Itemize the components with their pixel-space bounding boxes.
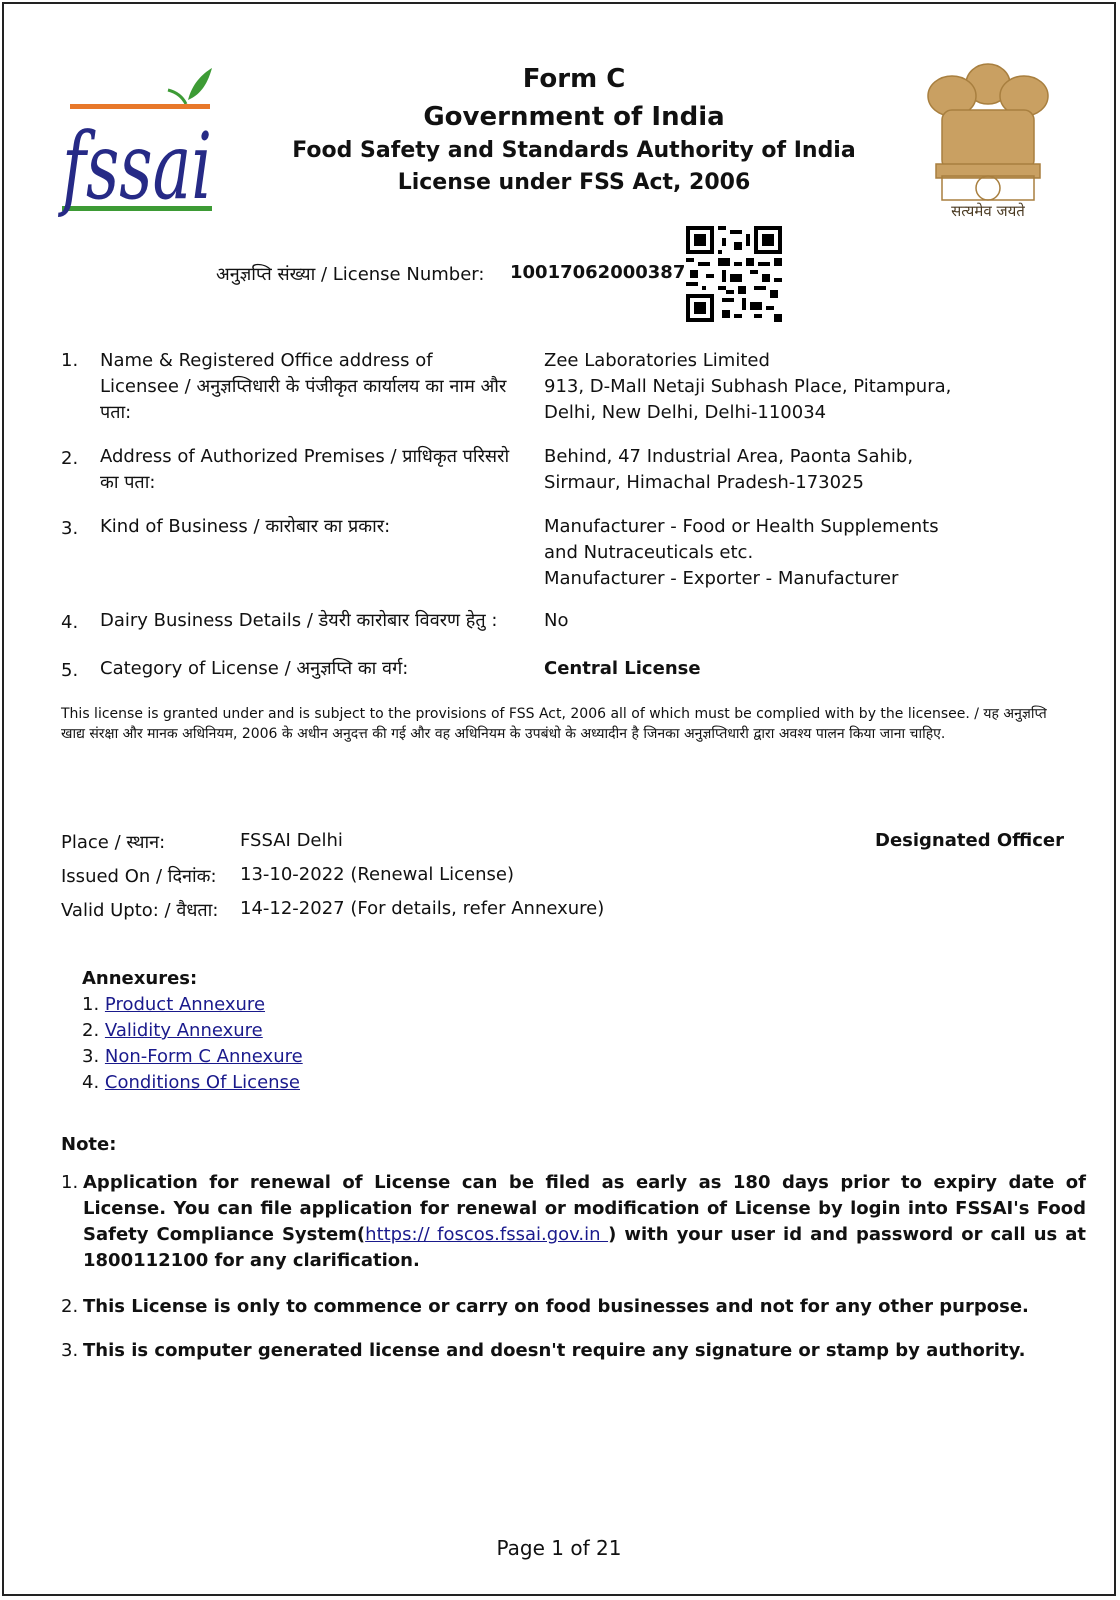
note-number: 3. bbox=[61, 1340, 79, 1361]
note-3-text: This is computer generated license and doesn't require any signature or stamp by authority. bbox=[83, 1340, 1026, 1361]
annexure-item-product bbox=[82, 992, 265, 1018]
license-number: 10017062000387 bbox=[510, 262, 686, 283]
row-2-value bbox=[544, 444, 984, 496]
note-2 bbox=[61, 1294, 1086, 1320]
business-kind-line-1: Manufacturer - Food or Health Supplements bbox=[544, 516, 939, 537]
annexure-item-conditions bbox=[82, 1070, 300, 1096]
row-4-value bbox=[544, 608, 984, 634]
government-title: Government of India bbox=[423, 102, 725, 132]
designated-officer: Designated Officer bbox=[875, 830, 1064, 851]
premises-address-line-1: Behind, 47 Industrial Area, Paonta Sahib, bbox=[544, 446, 914, 467]
business-kind-line-3: Manufacturer - Exporter - Manufacturer bbox=[544, 568, 899, 589]
business-kind-line-2: and Nutraceuticals etc. bbox=[544, 542, 754, 563]
note-2-text: This License is only to commence or carry on food businesses and not for any other purpose. bbox=[83, 1296, 1029, 1317]
product-annexure-link[interactable]: Product Annexure bbox=[104, 994, 266, 1015]
note-1-text-start: Application for renewal of License can be filed as early as 180 days prior to expiry date of License. You can file application for renewal or modification of License by login into FSSAI's Food Safety Compliance System( bbox=[83, 1172, 1086, 1245]
row-5-label: Category of License / अनुज्ञप्ति का वर्ग: bbox=[100, 658, 409, 679]
annexure-number: 1. bbox=[82, 994, 100, 1015]
note-heading: Note: bbox=[61, 1134, 117, 1155]
emblem-motto: सत्यमेव जयते bbox=[951, 202, 1025, 220]
row-5-number: 5. bbox=[61, 660, 79, 681]
licensee-name: Zee Laboratories Limited bbox=[544, 350, 770, 371]
row-1-value bbox=[544, 348, 984, 426]
note-1 bbox=[61, 1170, 1086, 1274]
license-disclaimer: This license is granted under and is subject to the provisions of FSS Act, 2006 all of which must be complied with by the licensee. / यह अनुज्ञप्ति खाद्य संरक्षा और मानक अधिनियम, 2006 के अधीन अनुदत्त की गई और वह अधिनियम के उपबंधो के अध्यादीन है जिनका अनुज्ञप्तिधारी द्वारा अवश्य पालन किया जाना चाहिए. bbox=[61, 706, 1047, 742]
dairy-details-value: No bbox=[544, 610, 569, 631]
licensee-address-line-2: Delhi, New Delhi, Delhi-110034 bbox=[544, 402, 827, 423]
row-5-value bbox=[544, 656, 984, 682]
row-3-number: 3. bbox=[61, 518, 79, 539]
license-category-value: Central License bbox=[544, 658, 701, 679]
valid-value: 14-12-2027 (For details, refer Annexure) bbox=[240, 898, 605, 919]
annexure-number: 3. bbox=[82, 1046, 100, 1067]
row-4-label: Dairy Business Details / डेयरी कारोबार विवरण हेतु : bbox=[100, 610, 498, 631]
annexure-number: 4. bbox=[82, 1072, 100, 1093]
annexures-heading: Annexures: bbox=[82, 968, 198, 989]
license-number-label: अनुज्ञप्ति संख्या / License Number: bbox=[216, 264, 485, 285]
note-number: 1. bbox=[61, 1172, 79, 1193]
place-value: FSSAI Delhi bbox=[240, 830, 343, 851]
annexure-item-non-form-c bbox=[82, 1044, 303, 1070]
qr-code bbox=[686, 226, 782, 322]
valid-label: Valid Upto: / वैधता: bbox=[61, 900, 219, 921]
form-title: Form C bbox=[522, 64, 626, 94]
row-2-number: 2. bbox=[61, 448, 79, 469]
premises-address-line-2: Sirmaur, Himachal Pradesh-173025 bbox=[544, 472, 864, 493]
licensee-address-line-1: 913, D-Mall Netaji Subhash Place, Pitampura, bbox=[544, 376, 952, 397]
note-1-text bbox=[83, 1170, 1086, 1274]
foscos-link[interactable]: https:// foscos.fssai.gov.in bbox=[365, 1224, 609, 1245]
row-4-number: 4. bbox=[61, 612, 79, 633]
row-3-value bbox=[544, 514, 984, 592]
annexure-number: 2. bbox=[82, 1020, 100, 1041]
license-page bbox=[2, 2, 1116, 1596]
authority-title: Food Safety and Standards Authority of India bbox=[292, 138, 856, 163]
annexure-item-validity bbox=[82, 1018, 263, 1044]
note-3 bbox=[61, 1338, 1086, 1364]
page-number: Page 1 of 21 bbox=[496, 1536, 622, 1560]
issued-label: Issued On / दिनांक: bbox=[61, 866, 217, 887]
issued-value: 13-10-2022 (Renewal License) bbox=[240, 864, 514, 885]
row-1-label: Name & Registered Office address of Licensee / अनुज्ञप्तिधारी के पंजीकृत कार्यालय का नाम और पता: bbox=[100, 350, 507, 423]
row-3-label: Kind of Business / कारोबार का प्रकार: bbox=[100, 516, 391, 537]
act-title: License under FSS Act, 2006 bbox=[397, 170, 751, 195]
note-number: 2. bbox=[61, 1296, 79, 1317]
fssai-logo bbox=[56, 60, 216, 220]
national-emblem bbox=[908, 56, 1068, 226]
validity-annexure-link[interactable]: Validity Annexure bbox=[104, 1020, 263, 1041]
row-1-number: 1. bbox=[61, 350, 79, 371]
note-1-text-end: ) with your user id and password or call us at 1800112100 for any clarification. bbox=[83, 1224, 1087, 1271]
non-form-c-annexure-link[interactable]: Non-Form C Annexure bbox=[104, 1046, 303, 1067]
place-label: Place / स्थान: bbox=[61, 832, 166, 853]
row-2-label: Address of Authorized Premises / प्राधिकृत परिसरो का पता: bbox=[100, 446, 510, 493]
conditions-of-license-link[interactable]: Conditions Of License bbox=[104, 1072, 301, 1093]
logo-text: fssai bbox=[57, 113, 212, 220]
